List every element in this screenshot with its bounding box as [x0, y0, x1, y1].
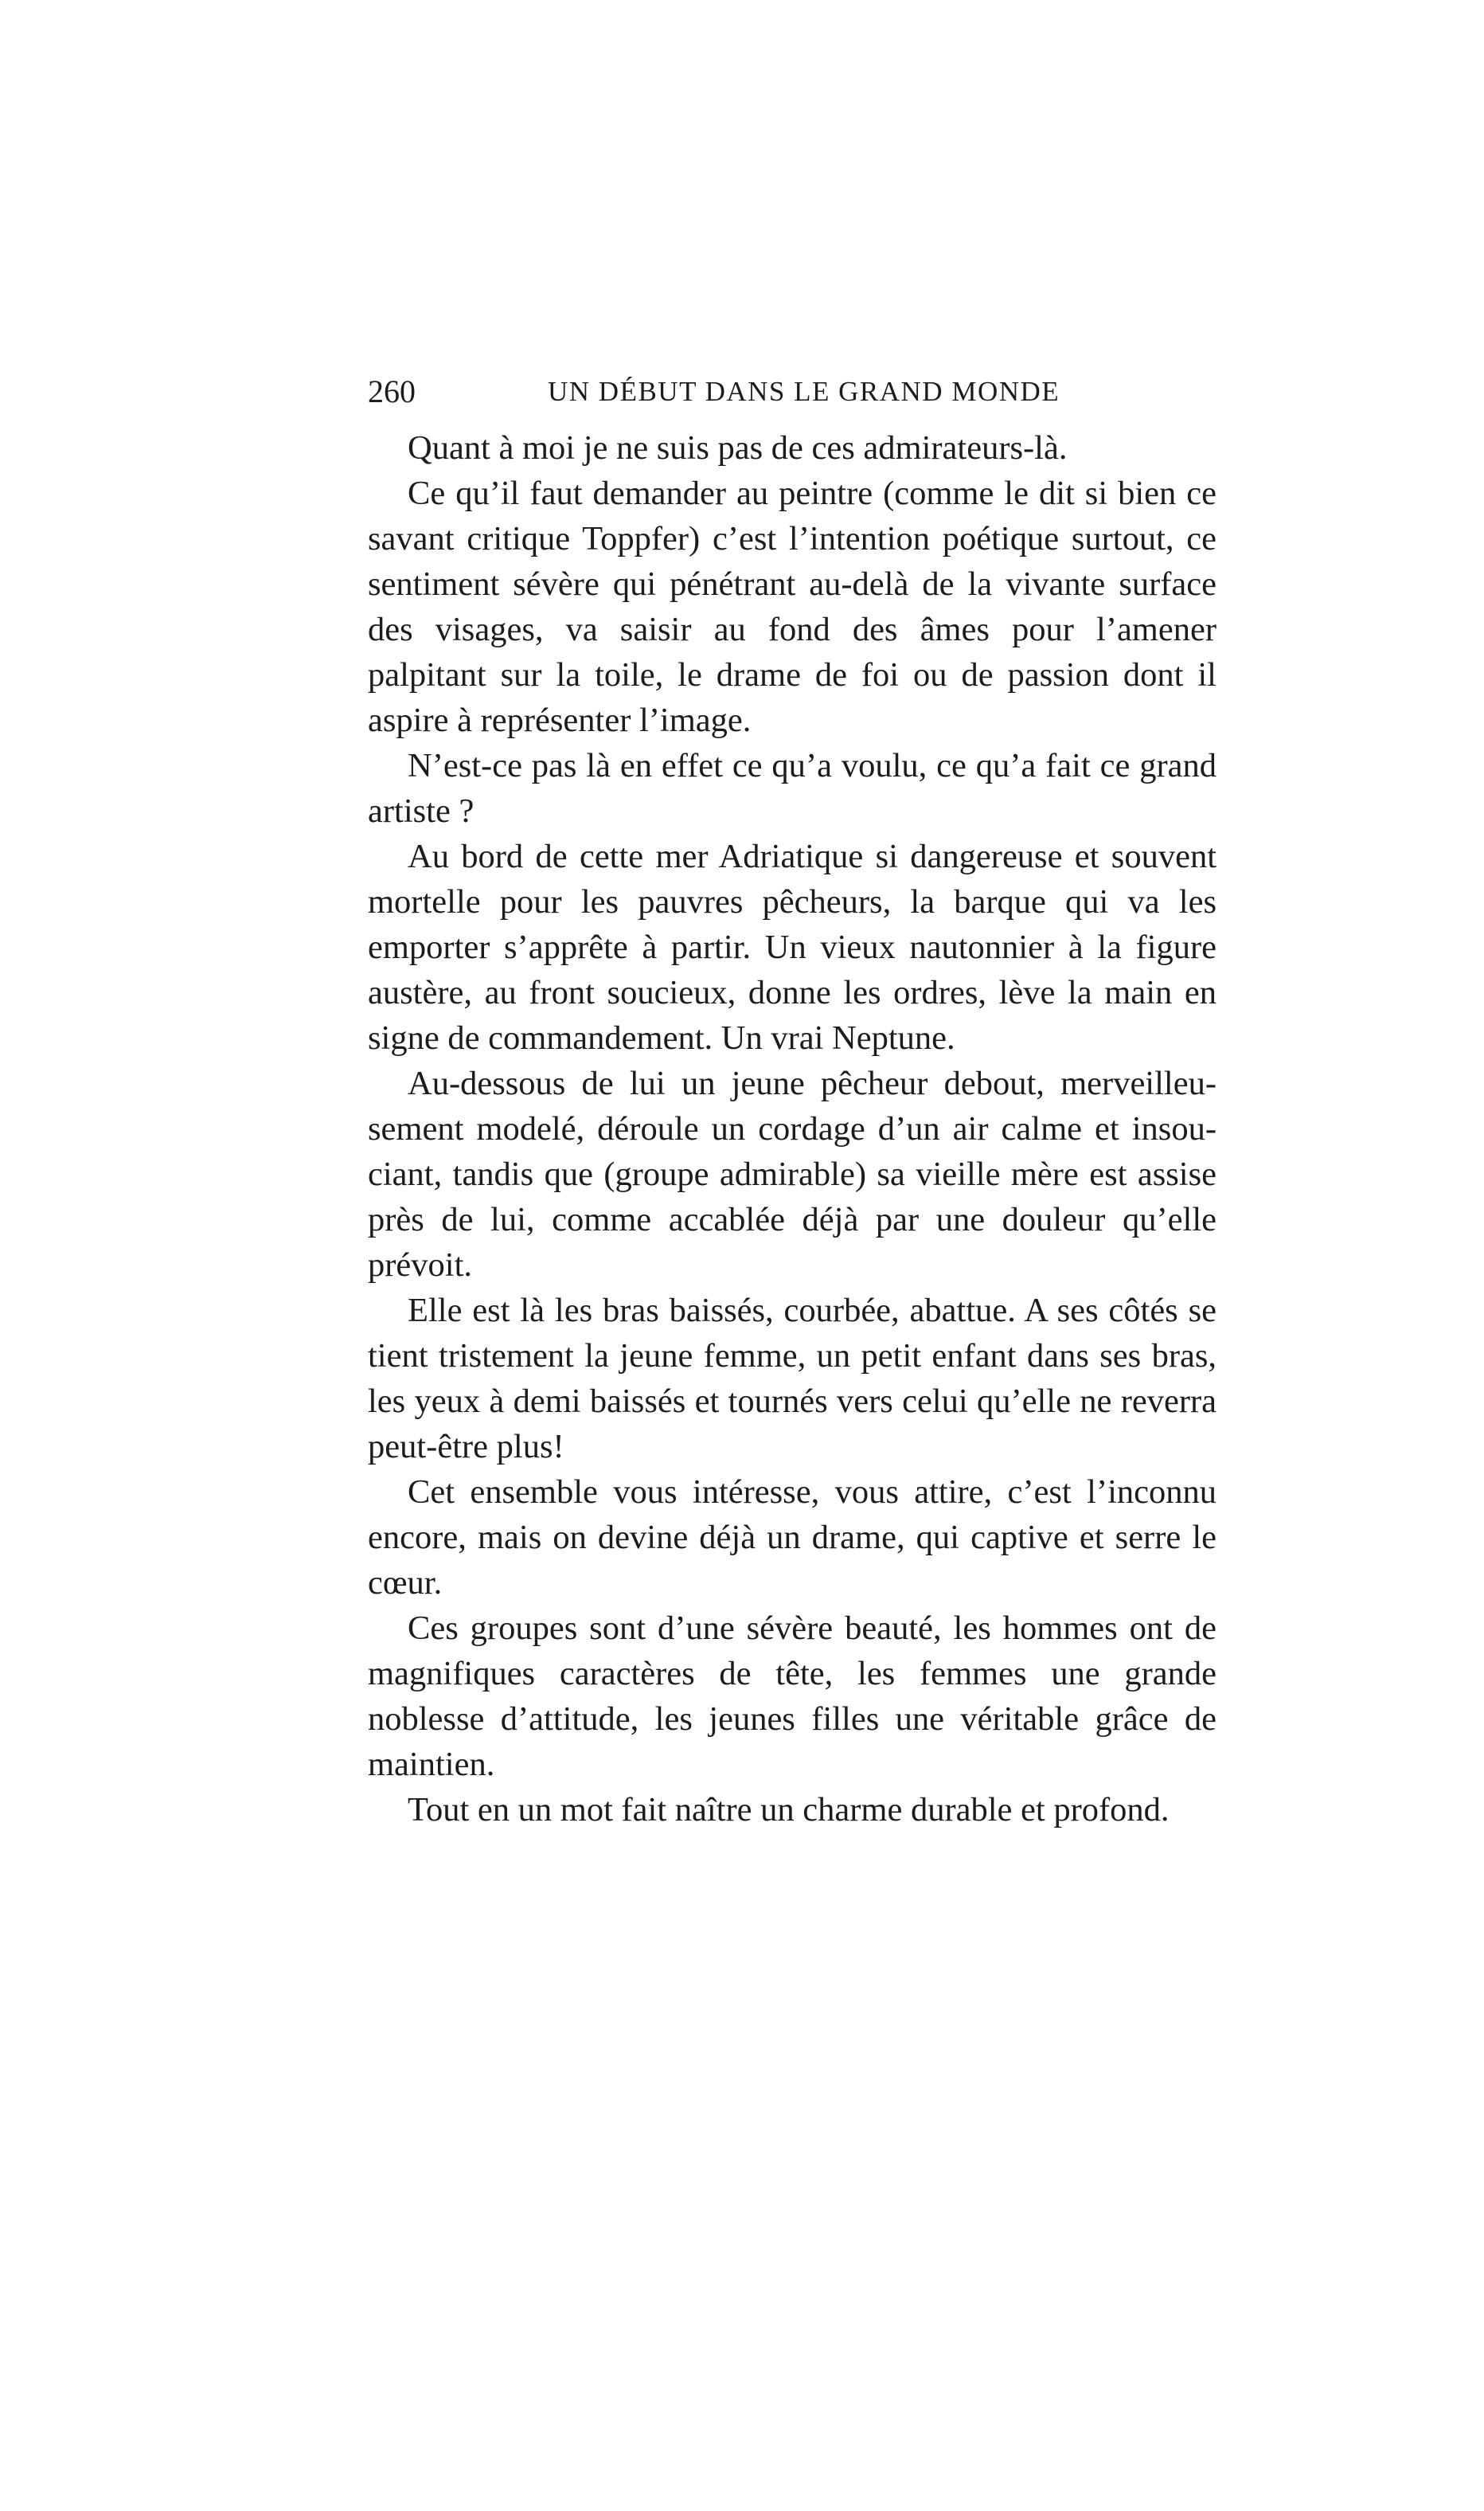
paragraph-7: Cet ensemble vous intéresse, vous attire, c’est l’inconnu encore, mais on devine déjà un drame, qui captive et serre le cœur. [368, 1473, 1216, 1602]
running-head [368, 368, 1216, 416]
paragraph-4: Au bord de cette mer Adriatique si dangereuse et souvent mortelle pour les pauvres pêcheurs, la barque qui va les emporter s’apprête à partir. Un vieux nautonnier à la figure austère, au front soucieux, donne les ordres, lève la main en signe de commandement. Un vrai Neptune. [368, 838, 1216, 1057]
paragraph-2: Ce qu’il faut demander au peintre (comme le dit si bien ce savant critique Toppfer) c’est l’intention poétique surtout, ce sentiment sévère qui pénétrant au-delà de la vivante surface des visages, va saisir au fond des âmes pour l’amener palpitant sur la toile, le drame de foi ou de passion dont il aspire à représenter l’image. [368, 475, 1216, 739]
paragraph-3: N’est-ce pas là en effet ce qu’a voulu, ce qu’a fait ce grand artiste ? [368, 747, 1216, 830]
running-title: UN DÉBUT DANS LE GRAND MONDE [548, 376, 1060, 407]
paragraph-1: Quant à moi je ne suis pas de ces admirateurs-là. [408, 429, 1068, 467]
paragraph-5: Au-dessous de lui un jeune pêcheur debout, merveilleusement modelé, déroule un cordage d’un air calme et insouciant, tandis que (groupe admirable) sa vieille mère est assise près de lui, comme accablée déjà par une douleur qu’elle prévoit. [368, 1065, 1216, 1284]
paragraph-9: Tout en un mot fait naître un charme durable et profond. [408, 1791, 1170, 1828]
body-text [368, 425, 1216, 1832]
paragraph-8: Ces groupes sont d’une sévère beauté, les hommes ont de magnifiques caractères de tête, les femmes une grande noblesse d’attitude, les jeunes filles une véritable grâce de maintien. [368, 1609, 1216, 1783]
page-number: 260 [368, 374, 416, 409]
paragraph-6: Elle est là les bras baissés, courbée, abattue. A ses côtés se tient tristement la jeune femme, un petit enfant dans ses bras, les yeux à demi baissés et tournés vers celui qu’elle ne reverra peut-être plus! [368, 1292, 1216, 1465]
